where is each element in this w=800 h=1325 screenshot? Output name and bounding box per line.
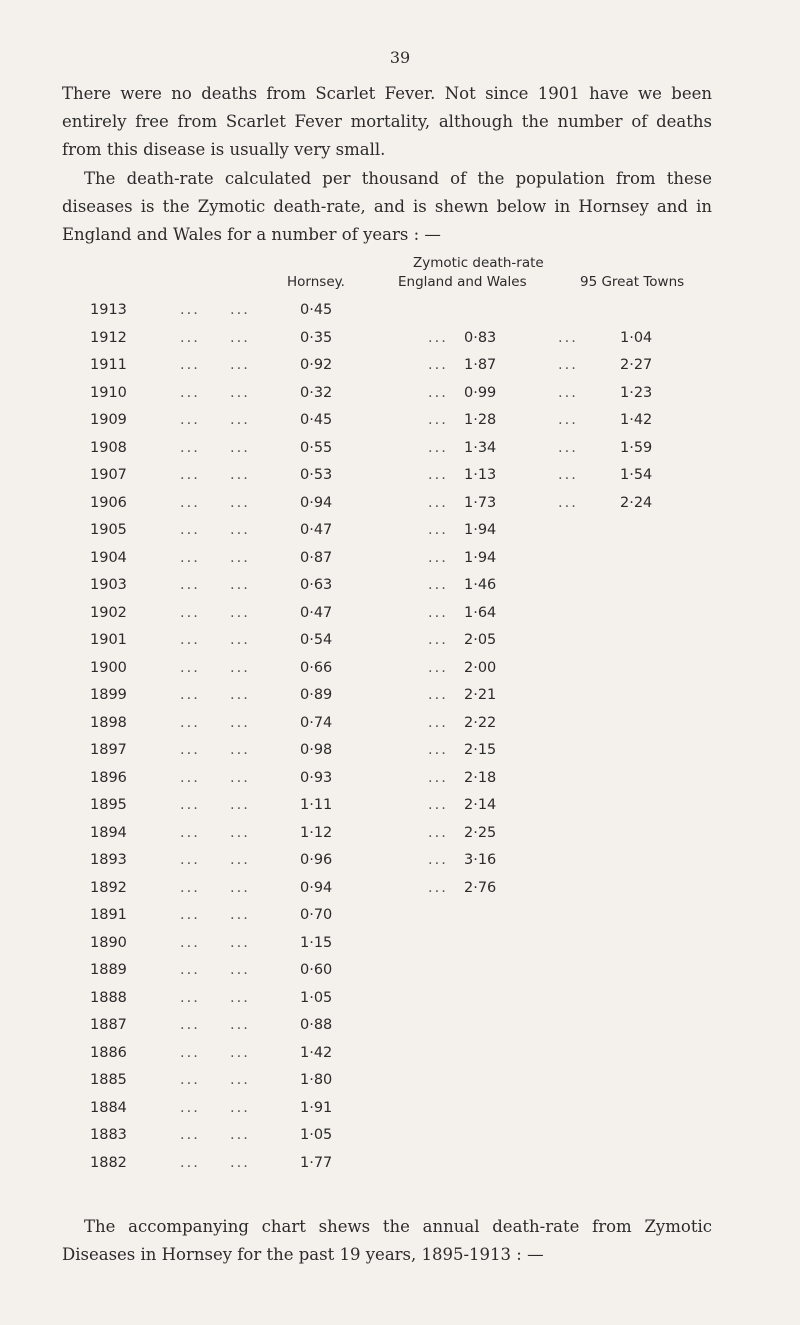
year-cell: 1887 bbox=[90, 1017, 127, 1033]
leader-dots: ... bbox=[180, 522, 200, 538]
year-cell: 1896 bbox=[90, 769, 127, 786]
year-cell: 1892 bbox=[90, 879, 127, 896]
england-wales-rate-cell: 1·87 bbox=[464, 357, 497, 373]
table-row bbox=[0, 1017, 800, 1045]
hornsey-rate-cell: 0·74 bbox=[300, 714, 333, 731]
england-wales-rate-cell: 1·73 bbox=[464, 494, 497, 511]
leader-dots: ... bbox=[180, 329, 200, 346]
leader-dots: ... bbox=[230, 412, 250, 428]
hornsey-rate-cell: 0·89 bbox=[300, 687, 333, 703]
leader-dots: ... bbox=[230, 769, 250, 786]
england-wales-rate-cell: 0·83 bbox=[464, 329, 497, 346]
hornsey-rate-cell: 1·80 bbox=[300, 1072, 333, 1088]
leader-dots: ... bbox=[180, 1072, 200, 1088]
leader-dots: ... bbox=[180, 1127, 200, 1143]
leader-dots: ... bbox=[230, 549, 250, 566]
great-towns-rate-cell: 1·54 bbox=[620, 467, 653, 483]
england-wales-rate-cell: 1·13 bbox=[464, 467, 497, 483]
hornsey-rate-cell: 0·93 bbox=[300, 769, 333, 786]
leader-dots: ... bbox=[230, 962, 250, 978]
leader-dots: ... bbox=[180, 439, 200, 456]
leader-dots: ... bbox=[230, 1044, 250, 1061]
leader-dots: ... bbox=[428, 549, 448, 566]
year-cell: 1911 bbox=[90, 357, 127, 373]
table-row bbox=[0, 825, 800, 853]
table-row bbox=[0, 1155, 800, 1183]
page-number: 39 bbox=[389, 48, 411, 67]
leader-dots: ... bbox=[230, 494, 250, 511]
hornsey-column-header: Hornsey. bbox=[287, 274, 345, 290]
leader-dots: ... bbox=[180, 494, 200, 511]
leader-dots: ... bbox=[428, 494, 448, 511]
leader-dots: ... bbox=[230, 742, 250, 758]
leader-dots: ... bbox=[230, 1154, 250, 1171]
table-row bbox=[0, 467, 800, 495]
leader-dots: ... bbox=[428, 604, 448, 621]
leader-dots: ... bbox=[180, 1017, 200, 1033]
scarlet-fever-paragraph: There were no deaths from Scarlet Fever. Not since 1901 have we been entirely free from Scarlet Fever mortality, although the number of deaths from this disease is usually very small. bbox=[62, 84, 712, 159]
table-row bbox=[0, 1127, 800, 1155]
leader-dots: ... bbox=[230, 329, 250, 346]
hornsey-rate-cell: 1·77 bbox=[300, 1154, 333, 1171]
england-wales-rate-cell: 1·34 bbox=[464, 439, 497, 456]
great-towns-column-header: 95 Great Towns bbox=[580, 274, 685, 290]
year-cell: 1908 bbox=[90, 439, 127, 456]
leader-dots: ... bbox=[180, 879, 200, 896]
leader-dots: ... bbox=[428, 659, 448, 676]
death-rate-table bbox=[0, 302, 800, 1182]
leader-dots: ... bbox=[558, 357, 578, 373]
year-cell: 1898 bbox=[90, 714, 127, 731]
leader-dots: ... bbox=[428, 439, 448, 456]
hornsey-rate-cell: 0·98 bbox=[300, 742, 333, 758]
leader-dots: ... bbox=[230, 1017, 250, 1033]
hornsey-rate-cell: 0·55 bbox=[300, 439, 333, 456]
hornsey-rate-cell: 0·87 bbox=[300, 549, 333, 566]
leader-dots: ... bbox=[558, 384, 578, 401]
leader-dots: ... bbox=[230, 522, 250, 538]
year-cell: 1888 bbox=[90, 989, 127, 1006]
hornsey-rate-cell: 0·45 bbox=[300, 412, 333, 428]
leader-dots: ... bbox=[230, 632, 250, 648]
table-row bbox=[0, 770, 800, 798]
england-wales-rate-cell: 2·25 bbox=[464, 824, 497, 841]
leader-dots: ... bbox=[558, 494, 578, 511]
hornsey-rate-cell: 0·63 bbox=[300, 577, 333, 593]
table-row bbox=[0, 935, 800, 963]
england-wales-rate-cell: 1·46 bbox=[464, 577, 497, 593]
leader-dots: ... bbox=[428, 467, 448, 483]
table-row bbox=[0, 605, 800, 633]
leader-dots: ... bbox=[180, 742, 200, 758]
leader-dots: ... bbox=[180, 852, 200, 868]
year-cell: 1913 bbox=[90, 302, 127, 318]
leader-dots: ... bbox=[180, 549, 200, 566]
table-row bbox=[0, 962, 800, 990]
leader-dots: ... bbox=[230, 439, 250, 456]
table-row bbox=[0, 632, 800, 660]
leader-dots: ... bbox=[180, 384, 200, 401]
table-row bbox=[0, 440, 800, 468]
leader-dots: ... bbox=[558, 467, 578, 483]
leader-dots: ... bbox=[180, 687, 200, 703]
year-cell: 1903 bbox=[90, 577, 127, 593]
leader-dots: ... bbox=[180, 577, 200, 593]
leader-dots: ... bbox=[428, 797, 448, 813]
leader-dots: ... bbox=[428, 687, 448, 703]
year-cell: 1883 bbox=[90, 1127, 127, 1143]
leader-dots: ... bbox=[428, 357, 448, 373]
table-row bbox=[0, 550, 800, 578]
leader-dots: ... bbox=[428, 522, 448, 538]
year-cell: 1901 bbox=[90, 632, 127, 648]
table-row bbox=[0, 1100, 800, 1128]
hornsey-rate-cell: 1·11 bbox=[300, 797, 333, 813]
table-row bbox=[0, 385, 800, 413]
year-cell: 1885 bbox=[90, 1072, 127, 1088]
england-wales-rate-cell: 1·94 bbox=[464, 522, 497, 538]
year-cell: 1884 bbox=[90, 1099, 127, 1116]
hornsey-rate-cell: 1·05 bbox=[300, 989, 333, 1006]
year-cell: 1891 bbox=[90, 907, 127, 923]
leader-dots: ... bbox=[428, 329, 448, 346]
leader-dots: ... bbox=[428, 714, 448, 731]
hornsey-rate-cell: 0·47 bbox=[300, 522, 333, 538]
leader-dots: ... bbox=[428, 742, 448, 758]
year-cell: 1889 bbox=[90, 962, 127, 978]
leader-dots: ... bbox=[180, 604, 200, 621]
hornsey-rate-cell: 0·66 bbox=[300, 659, 333, 676]
year-cell: 1893 bbox=[90, 852, 127, 868]
year-cell: 1912 bbox=[90, 329, 127, 346]
leader-dots: ... bbox=[180, 1044, 200, 1061]
hornsey-rate-cell: 0·96 bbox=[300, 852, 333, 868]
year-cell: 1906 bbox=[90, 494, 127, 511]
leader-dots: ... bbox=[428, 412, 448, 428]
hornsey-rate-cell: 1·42 bbox=[300, 1044, 333, 1061]
leader-dots: ... bbox=[180, 824, 200, 841]
table-row bbox=[0, 330, 800, 358]
great-towns-rate-cell: 1·42 bbox=[620, 412, 653, 428]
table-row bbox=[0, 412, 800, 440]
table-row bbox=[0, 660, 800, 688]
leader-dots: ... bbox=[230, 879, 250, 896]
leader-dots: ... bbox=[230, 824, 250, 841]
hornsey-rate-cell: 1·05 bbox=[300, 1127, 333, 1143]
hornsey-rate-cell: 0·45 bbox=[300, 302, 333, 318]
leader-dots: ... bbox=[180, 934, 200, 951]
year-cell: 1909 bbox=[90, 412, 127, 428]
england-wales-rate-cell: 1·94 bbox=[464, 549, 497, 566]
year-cell: 1905 bbox=[90, 522, 127, 538]
hornsey-rate-cell: 0·92 bbox=[300, 357, 333, 373]
year-cell: 1882 bbox=[90, 1154, 127, 1171]
hornsey-rate-cell: 0·53 bbox=[300, 467, 333, 483]
table-row bbox=[0, 495, 800, 523]
leader-dots: ... bbox=[230, 852, 250, 868]
table-row bbox=[0, 1045, 800, 1073]
hornsey-rate-cell: 0·35 bbox=[300, 329, 333, 346]
england-wales-rate-cell: 1·28 bbox=[464, 412, 497, 428]
leader-dots: ... bbox=[180, 989, 200, 1006]
table-row bbox=[0, 1072, 800, 1100]
hornsey-rate-cell: 0·60 bbox=[300, 962, 333, 978]
leader-dots: ... bbox=[180, 962, 200, 978]
leader-dots: ... bbox=[230, 302, 250, 318]
year-cell: 1904 bbox=[90, 549, 127, 566]
hornsey-rate-cell: 1·12 bbox=[300, 824, 333, 841]
year-cell: 1895 bbox=[90, 797, 127, 813]
year-cell: 1897 bbox=[90, 742, 127, 758]
leader-dots: ... bbox=[230, 577, 250, 593]
zymotic-group-header: Zymotic death-rate bbox=[413, 255, 544, 271]
england-wales-rate-cell: 2·14 bbox=[464, 797, 497, 813]
hornsey-rate-cell: 0·94 bbox=[300, 879, 333, 896]
leader-dots: ... bbox=[428, 384, 448, 401]
leader-dots: ... bbox=[180, 714, 200, 731]
leader-dots: ... bbox=[230, 1072, 250, 1088]
table-row bbox=[0, 522, 800, 550]
leader-dots: ... bbox=[230, 797, 250, 813]
england-wales-rate-cell: 2·00 bbox=[464, 659, 497, 676]
leader-dots: ... bbox=[180, 412, 200, 428]
england-wales-rate-cell: 2·05 bbox=[464, 632, 497, 648]
leader-dots: ... bbox=[230, 1099, 250, 1116]
leader-dots: ... bbox=[230, 907, 250, 923]
england-wales-rate-cell: 0·99 bbox=[464, 384, 497, 401]
leader-dots: ... bbox=[180, 907, 200, 923]
table-row bbox=[0, 742, 800, 770]
year-cell: 1886 bbox=[90, 1044, 127, 1061]
leader-dots: ... bbox=[230, 659, 250, 676]
leader-dots: ... bbox=[180, 302, 200, 318]
hornsey-rate-cell: 0·70 bbox=[300, 907, 333, 923]
england-wales-rate-cell: 2·21 bbox=[464, 687, 497, 703]
leader-dots: ... bbox=[558, 329, 578, 346]
england-wales-rate-cell: 2·22 bbox=[464, 714, 497, 731]
leader-dots: ... bbox=[230, 714, 250, 731]
leader-dots: ... bbox=[558, 439, 578, 456]
table-row bbox=[0, 302, 800, 330]
england-wales-rate-cell: 2·15 bbox=[464, 742, 497, 758]
hornsey-rate-cell: 1·91 bbox=[300, 1099, 333, 1116]
leader-dots: ... bbox=[558, 412, 578, 428]
england-wales-rate-cell: 3·16 bbox=[464, 852, 497, 868]
leader-dots: ... bbox=[180, 467, 200, 483]
great-towns-rate-cell: 2·27 bbox=[620, 357, 653, 373]
leader-dots: ... bbox=[428, 577, 448, 593]
table-row bbox=[0, 880, 800, 908]
great-towns-rate-cell: 1·59 bbox=[620, 439, 653, 456]
leader-dots: ... bbox=[230, 467, 250, 483]
year-cell: 1907 bbox=[90, 467, 127, 483]
hornsey-rate-cell: 1·15 bbox=[300, 934, 333, 951]
leader-dots: ... bbox=[230, 357, 250, 373]
year-cell: 1900 bbox=[90, 659, 127, 676]
hornsey-rate-cell: 0·54 bbox=[300, 632, 333, 648]
england-wales-rate-cell: 2·76 bbox=[464, 879, 497, 896]
leader-dots: ... bbox=[428, 879, 448, 896]
england-wales-column-header: England and Wales bbox=[398, 274, 527, 290]
year-cell: 1890 bbox=[90, 934, 127, 951]
table-row bbox=[0, 687, 800, 715]
england-wales-rate-cell: 1·64 bbox=[464, 604, 497, 621]
table-row bbox=[0, 852, 800, 880]
leader-dots: ... bbox=[428, 769, 448, 786]
great-towns-rate-cell: 1·04 bbox=[620, 329, 653, 346]
zymotic-intro-paragraph: The death-rate calculated per thousand of the population from these diseases is the Zymotic death-rate, and is shewn below in Hornsey and in England and Wales for a number of years : — bbox=[62, 169, 712, 244]
leader-dots: ... bbox=[180, 1154, 200, 1171]
year-cell: 1894 bbox=[90, 824, 127, 841]
leader-dots: ... bbox=[428, 632, 448, 648]
table-row bbox=[0, 797, 800, 825]
leader-dots: ... bbox=[230, 989, 250, 1006]
leader-dots: ... bbox=[230, 934, 250, 951]
england-wales-rate-cell: 2·18 bbox=[464, 769, 497, 786]
chart-note-paragraph: The accompanying chart shews the annual death-rate from Zymotic Diseases in Hornsey for the past 19 years, 1895-1913 : — bbox=[62, 1217, 712, 1264]
great-towns-rate-cell: 2·24 bbox=[620, 494, 653, 511]
year-cell: 1899 bbox=[90, 687, 127, 703]
leader-dots: ... bbox=[180, 769, 200, 786]
leader-dots: ... bbox=[180, 357, 200, 373]
table-row bbox=[0, 715, 800, 743]
leader-dots: ... bbox=[180, 659, 200, 676]
leader-dots: ... bbox=[230, 604, 250, 621]
leader-dots: ... bbox=[428, 852, 448, 868]
leader-dots: ... bbox=[230, 384, 250, 401]
hornsey-rate-cell: 0·32 bbox=[300, 384, 333, 401]
hornsey-rate-cell: 0·94 bbox=[300, 494, 333, 511]
table-row bbox=[0, 990, 800, 1018]
year-cell: 1910 bbox=[90, 384, 127, 401]
hornsey-rate-cell: 0·88 bbox=[300, 1017, 333, 1033]
table-row bbox=[0, 357, 800, 385]
hornsey-rate-cell: 0·47 bbox=[300, 604, 333, 621]
table-row bbox=[0, 577, 800, 605]
leader-dots: ... bbox=[180, 632, 200, 648]
leader-dots: ... bbox=[230, 687, 250, 703]
great-towns-rate-cell: 1·23 bbox=[620, 384, 653, 401]
leader-dots: ... bbox=[428, 824, 448, 841]
table-row bbox=[0, 907, 800, 935]
leader-dots: ... bbox=[230, 1127, 250, 1143]
leader-dots: ... bbox=[180, 797, 200, 813]
leader-dots: ... bbox=[180, 1099, 200, 1116]
year-cell: 1902 bbox=[90, 604, 127, 621]
